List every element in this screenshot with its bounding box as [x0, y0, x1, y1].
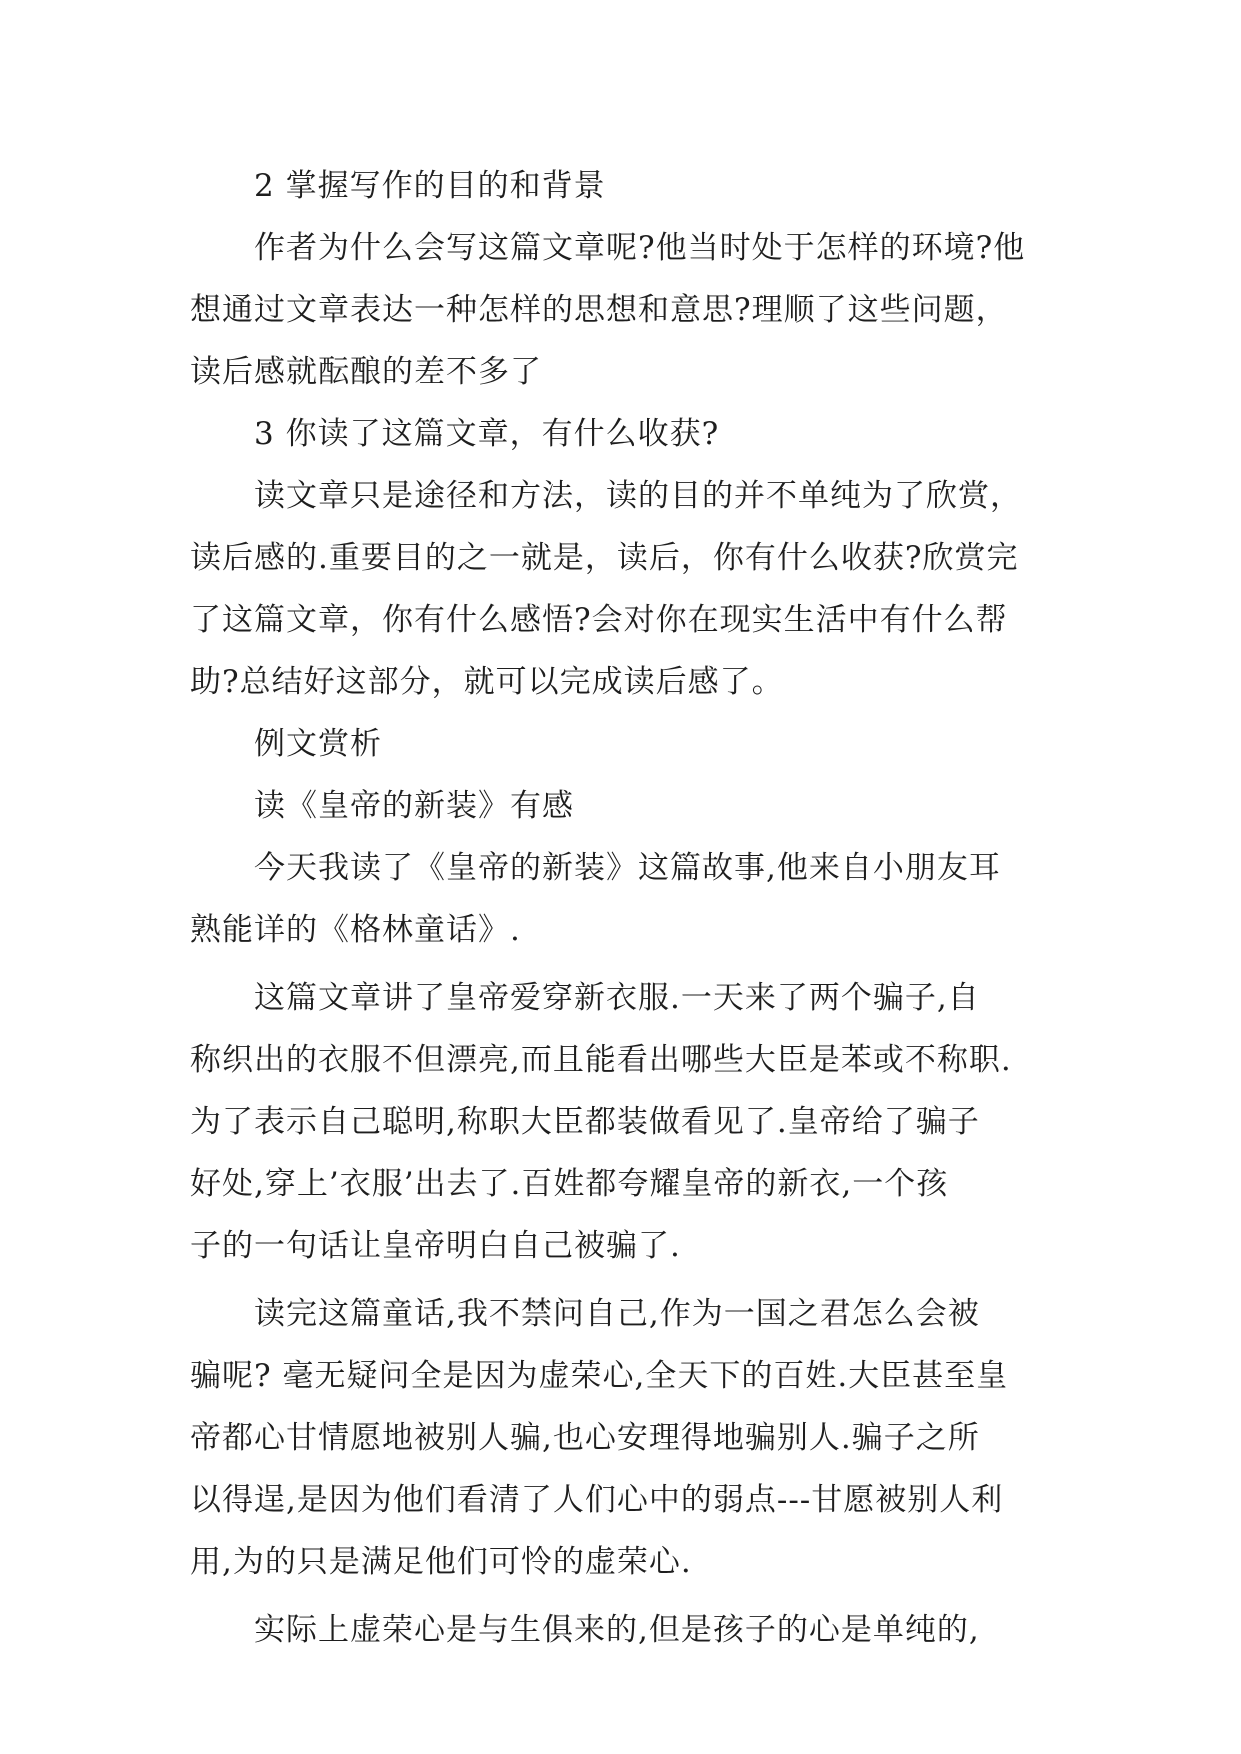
paragraph-line: 帝都心甘情愿地被别人骗,也心安理得地骗别人.骗子之所: [190, 1420, 980, 1456]
essay-title: 读《皇帝的新装》有感: [254, 788, 574, 824]
paragraph-line: 子的一句话让皇帝明白自己被骗了.: [190, 1228, 681, 1264]
paragraph-line: 读后感就酝酿的差不多了: [190, 354, 542, 390]
paragraph-line: 以得逞,是因为他们看清了人们心中的弱点---甘愿被别人利: [190, 1482, 1004, 1518]
paragraph-line: 读文章只是途径和方法，读的目的并不单纯为了欣赏，: [254, 478, 1022, 514]
paragraph-line: 读完这篇童话,我不禁问自己,作为一国之君怎么会被: [254, 1296, 980, 1332]
paragraph-line: 想通过文章表达一种怎样的思想和意思?理顺了这些问题，: [190, 292, 1008, 328]
paragraph-line: 了这篇文章，你有什么感悟?会对你在现实生活中有什么帮: [190, 602, 1008, 638]
paragraph-line: 助?总结好这部分，就可以完成读后感了。: [190, 664, 784, 700]
paragraph-line: 骗呢? 毫无疑问全是因为虚荣心,全天下的百姓.大臣甚至皇: [190, 1358, 1009, 1394]
section-heading: 例文赏析: [254, 726, 382, 762]
paragraph-line: 这篇文章讲了皇帝爱穿新衣服.一天来了两个骗子,自: [254, 980, 980, 1016]
section-heading: 3 你读了这篇文章，有什么收获?: [254, 416, 720, 452]
document-body: [190, 155, 1050, 1661]
paragraph-line: 为了表示自己聪明,称职大臣都装做看见了.皇帝给了骗子: [190, 1104, 980, 1140]
paragraph-line: 用,为的只是满足他们可怜的虚荣心.: [190, 1544, 692, 1580]
section-heading: 2 掌握写作的目的和背景: [254, 168, 606, 204]
paragraph-line: 作者为什么会写这篇文章呢?他当时处于怎样的环境?他: [254, 230, 1026, 266]
paragraph-line: 读后感的.重要目的之一就是，读后，你有什么收获?欣赏完: [190, 540, 1019, 576]
paragraph-line: 实际上虚荣心是与生俱来的,但是孩子的心是单纯的,: [254, 1612, 980, 1648]
paragraph-line: 熟能详的《格林童话》.: [190, 912, 521, 948]
paragraph-line: 今天我读了《皇帝的新装》这篇故事,他来自小朋友耳: [254, 850, 1001, 886]
paragraph-line: 好处,穿上’衣服’出去了.百姓都夸耀皇帝的新衣,一个孩: [190, 1166, 949, 1202]
paragraph-line: 称织出的衣服不但漂亮,而且能看出哪些大臣是苯或不称职.: [190, 1042, 1012, 1078]
